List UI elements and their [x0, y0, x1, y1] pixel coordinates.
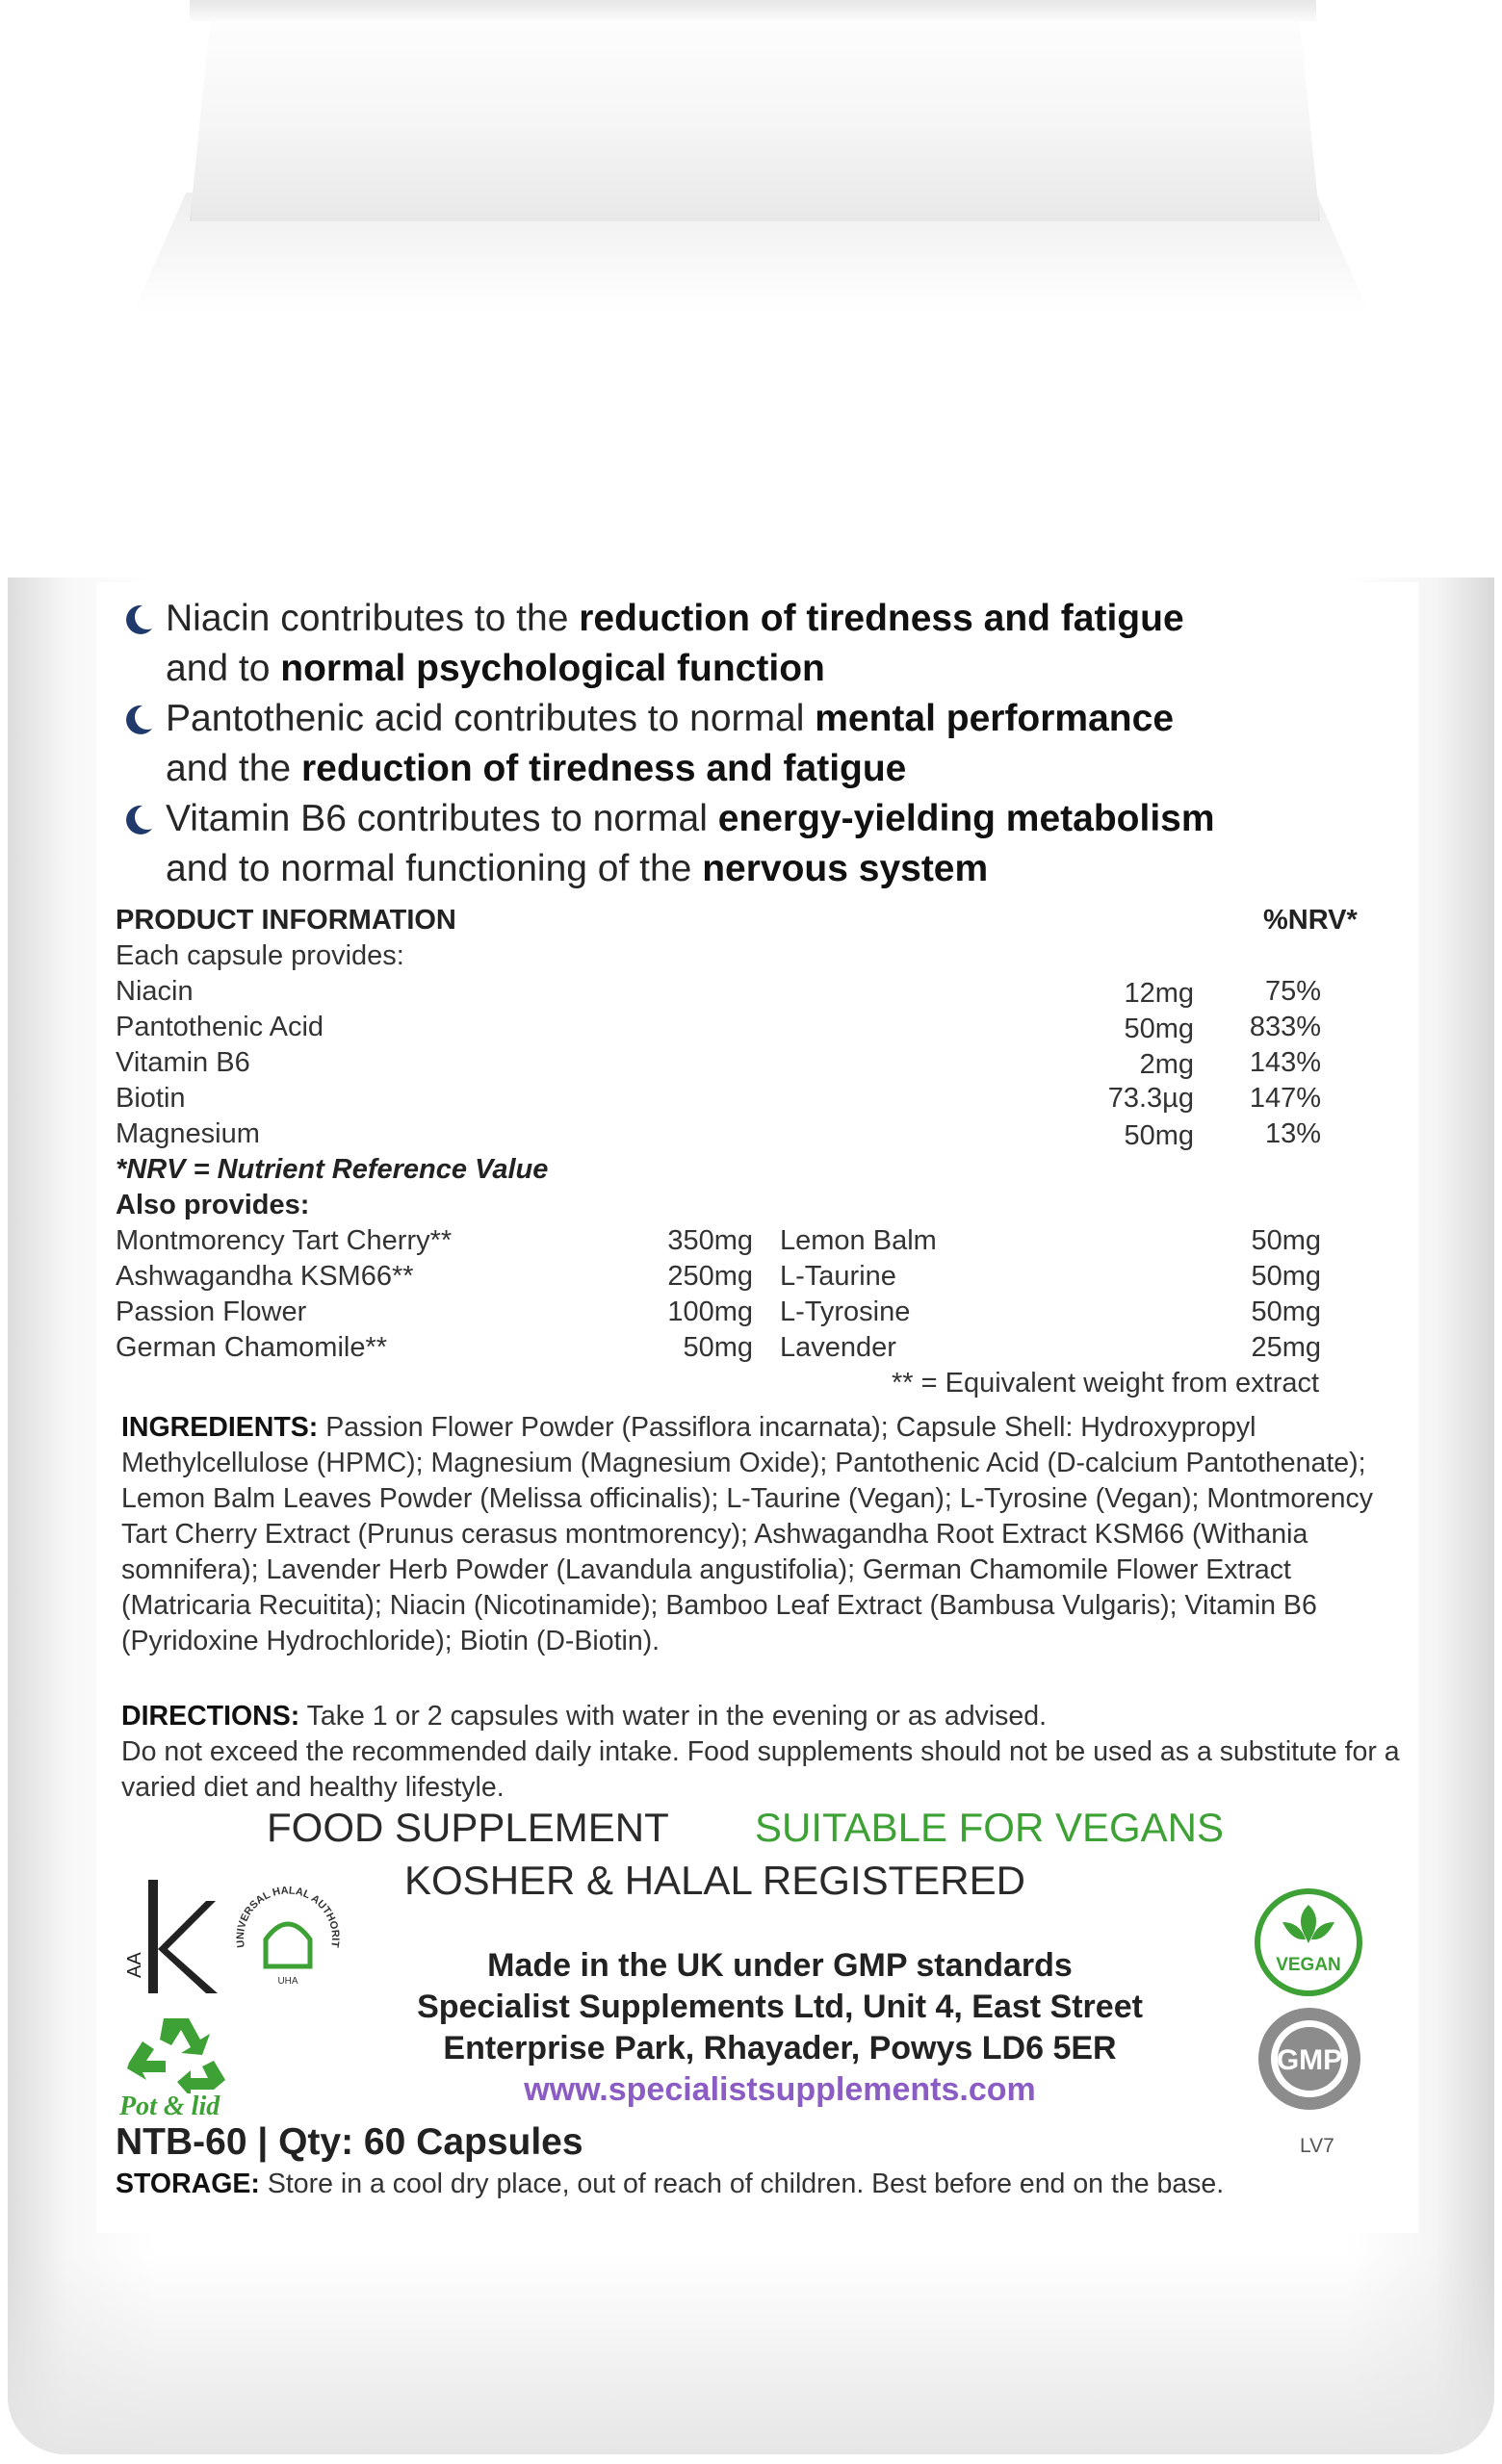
- nutrient-name: Pantothenic Acid: [116, 1012, 324, 1042]
- nutrient-name: Magnesium: [116, 1118, 260, 1149]
- nutrient-nrv: 833%: [1249, 1012, 1321, 1042]
- svg-text:UNIVERSAL HALAL AUTHORITY: UNIVERSAL HALAL AUTHORIT: [234, 1885, 342, 1949]
- nutrient-nrv: 13%: [1264, 1118, 1321, 1149]
- halal-logo-icon: [231, 1880, 345, 1993]
- claim-niacin: Niacin contributes to the reduction of tiredness and fatigue and to normal psychological function: [119, 594, 1410, 694]
- extra-name: Montmorency Tart Cherry**: [116, 1225, 453, 1256]
- svg-text:UHA: UHA: [277, 1976, 298, 1987]
- recycle-label: Pot & lid: [119, 2092, 220, 2121]
- nutrient-name: Niacin: [116, 976, 194, 1007]
- extra-amount: 100mg: [667, 1296, 753, 1327]
- extra-name: German Chamomile**: [116, 1332, 388, 1363]
- nutrient-nrv: 147%: [1249, 1083, 1321, 1114]
- extra-name: L-Taurine: [780, 1261, 896, 1292]
- claim-vitamin-b6: Vitamin B6 contributes to normal energy-yielding metabolism and to normal functioning of the nervous system: [119, 794, 1410, 894]
- nutrient-amount: 50mg: [1124, 1014, 1194, 1044]
- moon-icon: [121, 804, 154, 836]
- bottle-shoulder: [8, 192, 1494, 597]
- extra-name: Ashwagandha KSM66**: [116, 1261, 414, 1292]
- extra-amount: 50mg: [683, 1332, 753, 1363]
- extra-name: Lavender: [780, 1332, 896, 1363]
- product-label: [96, 582, 1418, 2233]
- extra-amount: 50mg: [1251, 1296, 1321, 1327]
- claim-pantothenic-acid: Pantothenic acid contributes to normal mental performance and the reduction of tiredness and fatigue: [119, 694, 1410, 794]
- bottle-lid: [190, 0, 1320, 221]
- kosher-halal-label: KOSHER & HALAL REGISTERED: [404, 1858, 1025, 1903]
- storage-text: STORAGE: Store in a cool dry place, out of reach of children. Best before end on the base.: [116, 2169, 1225, 2199]
- made-in-uk: Made in the UK under GMP standards: [487, 1947, 1073, 1984]
- nutrient-amount: 73.3µg: [1107, 1083, 1194, 1114]
- nutrient-nrv: 143%: [1249, 1047, 1321, 1078]
- company-address: Enterprise Park, Rhayader, Powys LD6 5ER: [443, 2030, 1117, 2066]
- suitable-for-vegans-label: SUITABLE FOR VEGANS: [755, 1805, 1224, 1850]
- extra-amount: 50mg: [1251, 1261, 1321, 1292]
- each-capsule-text: Each capsule provides:: [116, 940, 404, 971]
- nutrient-amount: 12mg: [1124, 978, 1194, 1009]
- recycle-icon: [114, 2013, 239, 2120]
- also-provides-heading: Also provides:: [116, 1190, 310, 1220]
- svg-text:VEGAN: VEGAN: [1276, 1955, 1341, 1975]
- health-claims: [119, 594, 1410, 894]
- kosher-logo-icon: [112, 1872, 227, 2007]
- vegan-badge-icon: [1254, 1887, 1363, 1997]
- extra-amount: 50mg: [1251, 1225, 1321, 1256]
- gmp-badge-icon: [1256, 2005, 1363, 2113]
- moon-icon: [121, 704, 154, 736]
- extra-amount: 250mg: [667, 1261, 753, 1292]
- extra-name: L-Tyrosine: [780, 1296, 911, 1327]
- extra-name: Passion Flower: [116, 1296, 307, 1327]
- extra-name: Lemon Balm: [780, 1225, 937, 1256]
- company-name: Specialist Supplements Ltd, Unit 4, East Street: [417, 1989, 1143, 2025]
- bottle-base: [8, 2252, 1494, 2454]
- bottle-lid-top: [190, 0, 1316, 21]
- nutrient-name: Biotin: [116, 1083, 186, 1114]
- website-link[interactable]: www.specialistsupplements.com: [524, 2071, 1036, 2108]
- product-code: NTB-60 | Qty: 60 Capsules: [116, 2121, 583, 2163]
- label-version: LV7: [1300, 2135, 1334, 2157]
- ingredients-text: INGREDIENTS: Passion Flower Powder (Passiflora incarnata); Capsule Shell: Hydroxypropyl Methylcellulose (HPMC); Magnesium (Magnesium Oxide); Pantothenic Acid (D-calcium Pantothenate); Lemon Balm Leaves Powder (Melissa officinalis); L-Taurine (Vegan); L-Tyrosine (Vegan); Montmorency Tart Cherry Extract (Prunus cerasus montmorency); Ashwagandha Root Extract KSM66 (Withania somnifera); Lavender Herb Powder (Lavandula angustifolia); German Chamomile Flower Extract (Matricaria Recuitita); Niacin (Nicotinamide); Bamboo Leaf Extract (Bambusa Vulgaris); Vitamin B6 (Pyridoxine Hydrochloride); Biotin (D-Biotin).: [121, 1412, 1373, 1656]
- nutrient-name: Vitamin B6: [116, 1047, 250, 1078]
- directions-text: DIRECTIONS: Take 1 or 2 capsules with water in the evening or as advised. Do not exceed the recommended daily intake. Food supplements should not be used as a substitute for a varied diet and healthy lifestyle.: [121, 1701, 1400, 1803]
- svg-text:AA: AA: [124, 1952, 145, 1978]
- nrv-note: *NRV = Nutrient Reference Value: [116, 1154, 549, 1185]
- extra-amount: 25mg: [1251, 1332, 1321, 1363]
- product-info-heading: PRODUCT INFORMATION: [116, 905, 456, 936]
- extract-note: ** = Equivalent weight from extract: [892, 1368, 1320, 1399]
- extra-amount: 350mg: [667, 1225, 753, 1256]
- nutrient-amount: 50mg: [1124, 1120, 1194, 1151]
- nutrient-amount: 2mg: [1139, 1049, 1194, 1080]
- svg-text:GMP: GMP: [1276, 2044, 1343, 2076]
- food-supplement-label: FOOD SUPPLEMENT: [267, 1805, 669, 1850]
- moon-icon: [121, 603, 154, 636]
- nrv-heading: %NRV*: [1263, 905, 1358, 936]
- nutrient-nrv: 75%: [1264, 976, 1321, 1007]
